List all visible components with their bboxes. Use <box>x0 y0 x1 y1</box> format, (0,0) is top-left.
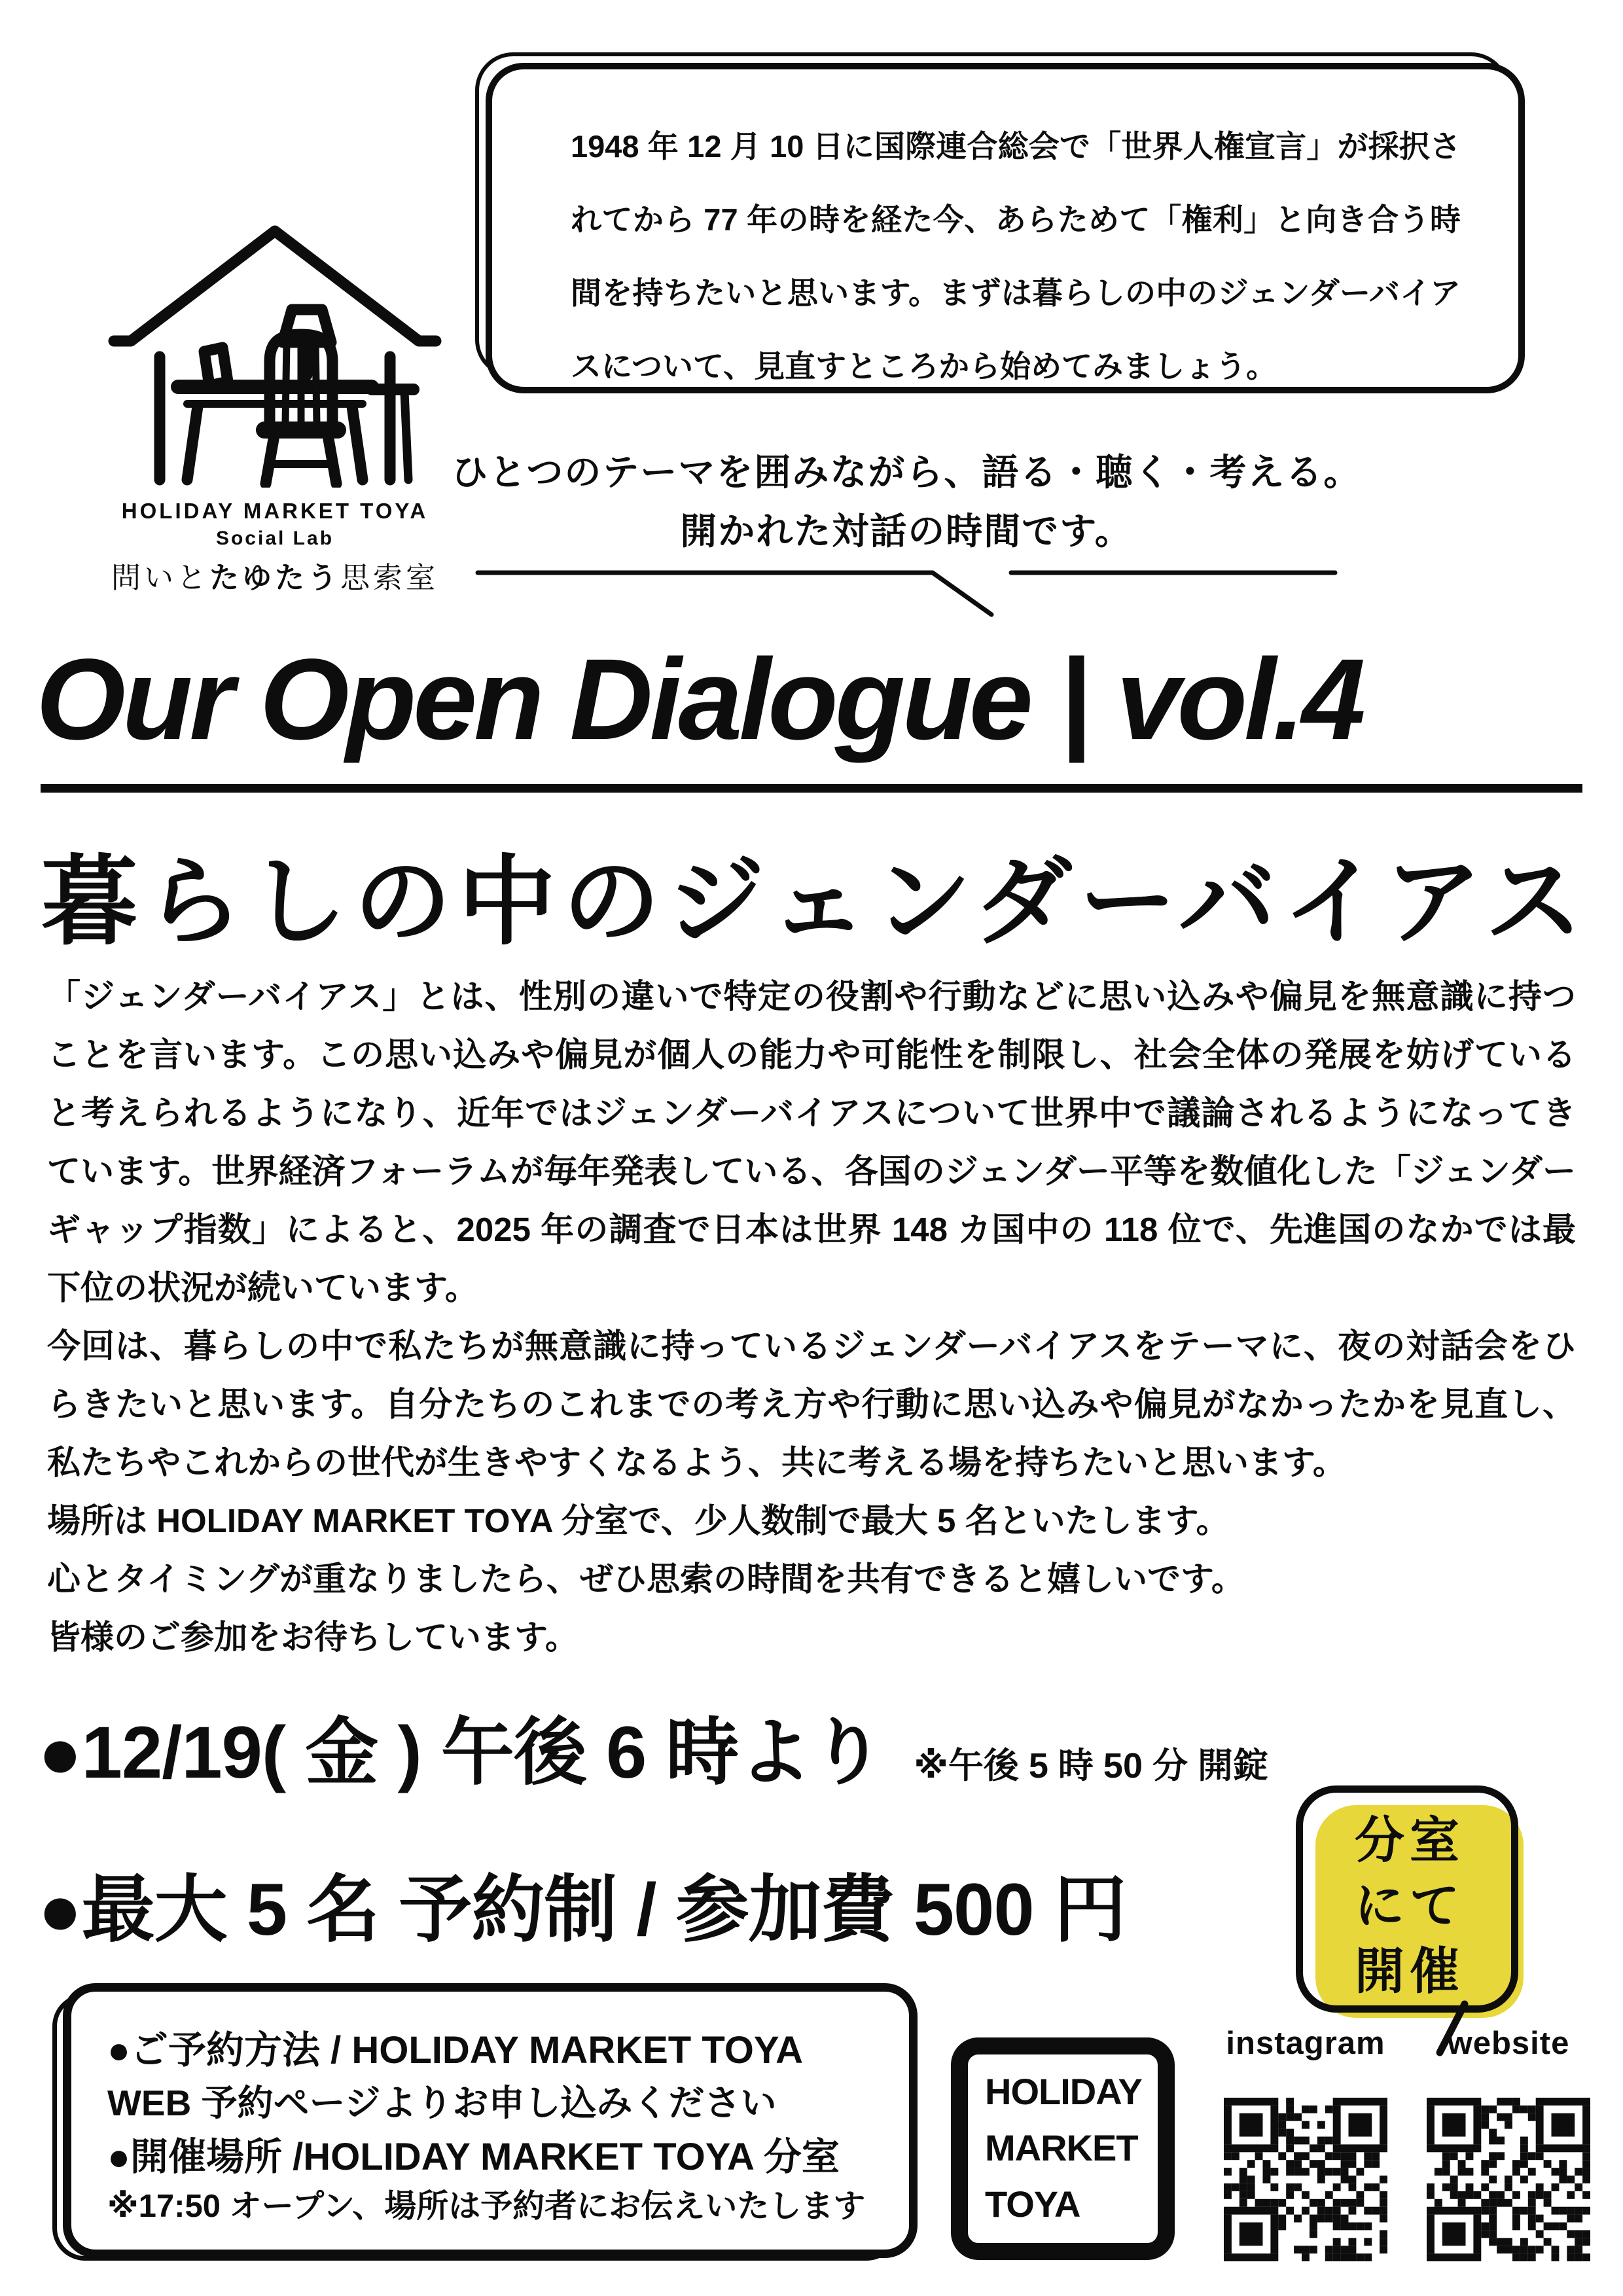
venue-badge-line: 分室 <box>1355 1813 1465 1869</box>
body-line: ことを言います。この思い込みや偏見が個人の能力や可能性を制限し、社会全体の発展を妨げている <box>47 1036 1576 1073</box>
body-line: 場所は HOLIDAY MARKET TOYA 分室で、少人数制で最大 5 名といたします。 <box>47 1502 1230 1539</box>
title-divider <box>41 784 1582 793</box>
intro-line: れてから 77 年の時を経た今、あらためて「権利」と向き合う時 <box>571 202 1461 237</box>
website-label: website <box>1447 2026 1570 2061</box>
venue-badge <box>1296 1785 1518 2013</box>
venue-badge-line: にて <box>1355 1878 1465 1934</box>
body-line: 皆様のご参加をお待ちしています。 <box>47 1619 579 1656</box>
event-datetime-row <box>38 1694 1543 1799</box>
body-line: 今回は、暮らしの中で私たちが無意識に持っているジェンダーバイアスをテーマに、夜の対話会をひ <box>47 1327 1576 1365</box>
booking-web-note: WEB 予約ページよりお申し込みください <box>107 2083 777 2123</box>
body-line: 「ジェンダーバイアス」とは、性別の違いで特定の役割や行動などに思い込みや偏見を無意識に持つ <box>47 978 1576 1015</box>
website-qr-code <box>1427 2098 1590 2261</box>
house-desk-logo-icon <box>105 213 445 488</box>
body-line: 下位の状況が続いています。 <box>47 1269 478 1306</box>
body-line: ギャップ指数」によると、2025 年の調査で日本は世界 148 カ国中の 118 位で、先進国のなかでは最 <box>47 1211 1576 1248</box>
logo-tagline: 問いとたゆたう思索室 <box>111 561 439 594</box>
booking-open-note: ※17:50 オープン、場所は予約者にお伝えいたします <box>107 2189 866 2224</box>
stamp-line: HOLIDAY <box>985 2071 1142 2112</box>
stamp-line: TOYA <box>985 2183 1080 2225</box>
booking-place: ●開催場所 /HOLIDAY MARKET TOYA 分室 <box>107 2136 840 2178</box>
tagline-pointer-line <box>458 560 1374 632</box>
holiday-market-toya-stamp <box>951 2037 1175 2260</box>
event-datetime-note: ※午後 5 時 50 分 開錠 <box>914 1746 1268 1785</box>
booking-method: ●ご予約方法 / HOLIDAY MARKET TOYA <box>107 2029 804 2072</box>
instagram-qr-code <box>1224 2098 1387 2261</box>
booking-info-box <box>63 1983 918 2258</box>
body-line: 私たちやこれからの世代が生きやすくなるよう、共に考える場を持ちたいと思います。 <box>47 1444 1346 1481</box>
event-datetime: ●12/19( 金 ) 午後 6 時より <box>38 1712 884 1793</box>
intro-line: スについて、見直すところから始めてみましょう。 <box>571 349 1277 384</box>
event-capacity-fee: ●最大 5 名 予約制 / 参加費 500 円 <box>38 1869 1126 1950</box>
venue-badge-line: 開催 <box>1355 1944 1465 2000</box>
logo-subname: Social Lab <box>215 528 334 549</box>
body-text <box>47 967 1576 1666</box>
body-line: ています。世界経済フォーラムが毎年発表している、各国のジェンダー平等を数値化した「ジェンダー <box>47 1153 1576 1190</box>
stamp-line: MARKET <box>985 2127 1138 2168</box>
intro-line: 間を持ちたいと思います。まずは暮らしの中のジェンダーバイア <box>571 276 1461 310</box>
event-tagline-line2: 開かれた対話の時間です。 <box>680 511 1133 552</box>
instagram-label: instagram <box>1226 2026 1385 2061</box>
page-title-ja: 暮らしの中のジェンダーバイアス <box>41 847 1582 956</box>
body-line: 心とタイミングが重なりましたら、ぜひ思索の時間を共有できると嬉しいです。 <box>47 1560 1245 1598</box>
logo-name: HOLIDAY MARKET TOYA <box>121 499 429 523</box>
intro-line: 1948 年 12 月 10 日に国際連合総会で「世界人権宣言」が採択さ <box>571 129 1461 164</box>
body-line: らきたいと思います。自分たちのこれまでの考え方や行動に思い込みや偏見がなかったかを見直し、 <box>47 1386 1576 1423</box>
event-tagline-line1: ひとつのテーマを囲みながら、語る・聴く・考える。 <box>451 452 1362 493</box>
body-line: と考えられるようになり、近年ではジェンダーバイアスについて世界中で議論されるようになってき <box>47 1094 1576 1132</box>
intro-speech-bubble <box>486 63 1525 393</box>
page-title-en: Our Open Dialogue | vol.4 <box>36 636 1363 764</box>
